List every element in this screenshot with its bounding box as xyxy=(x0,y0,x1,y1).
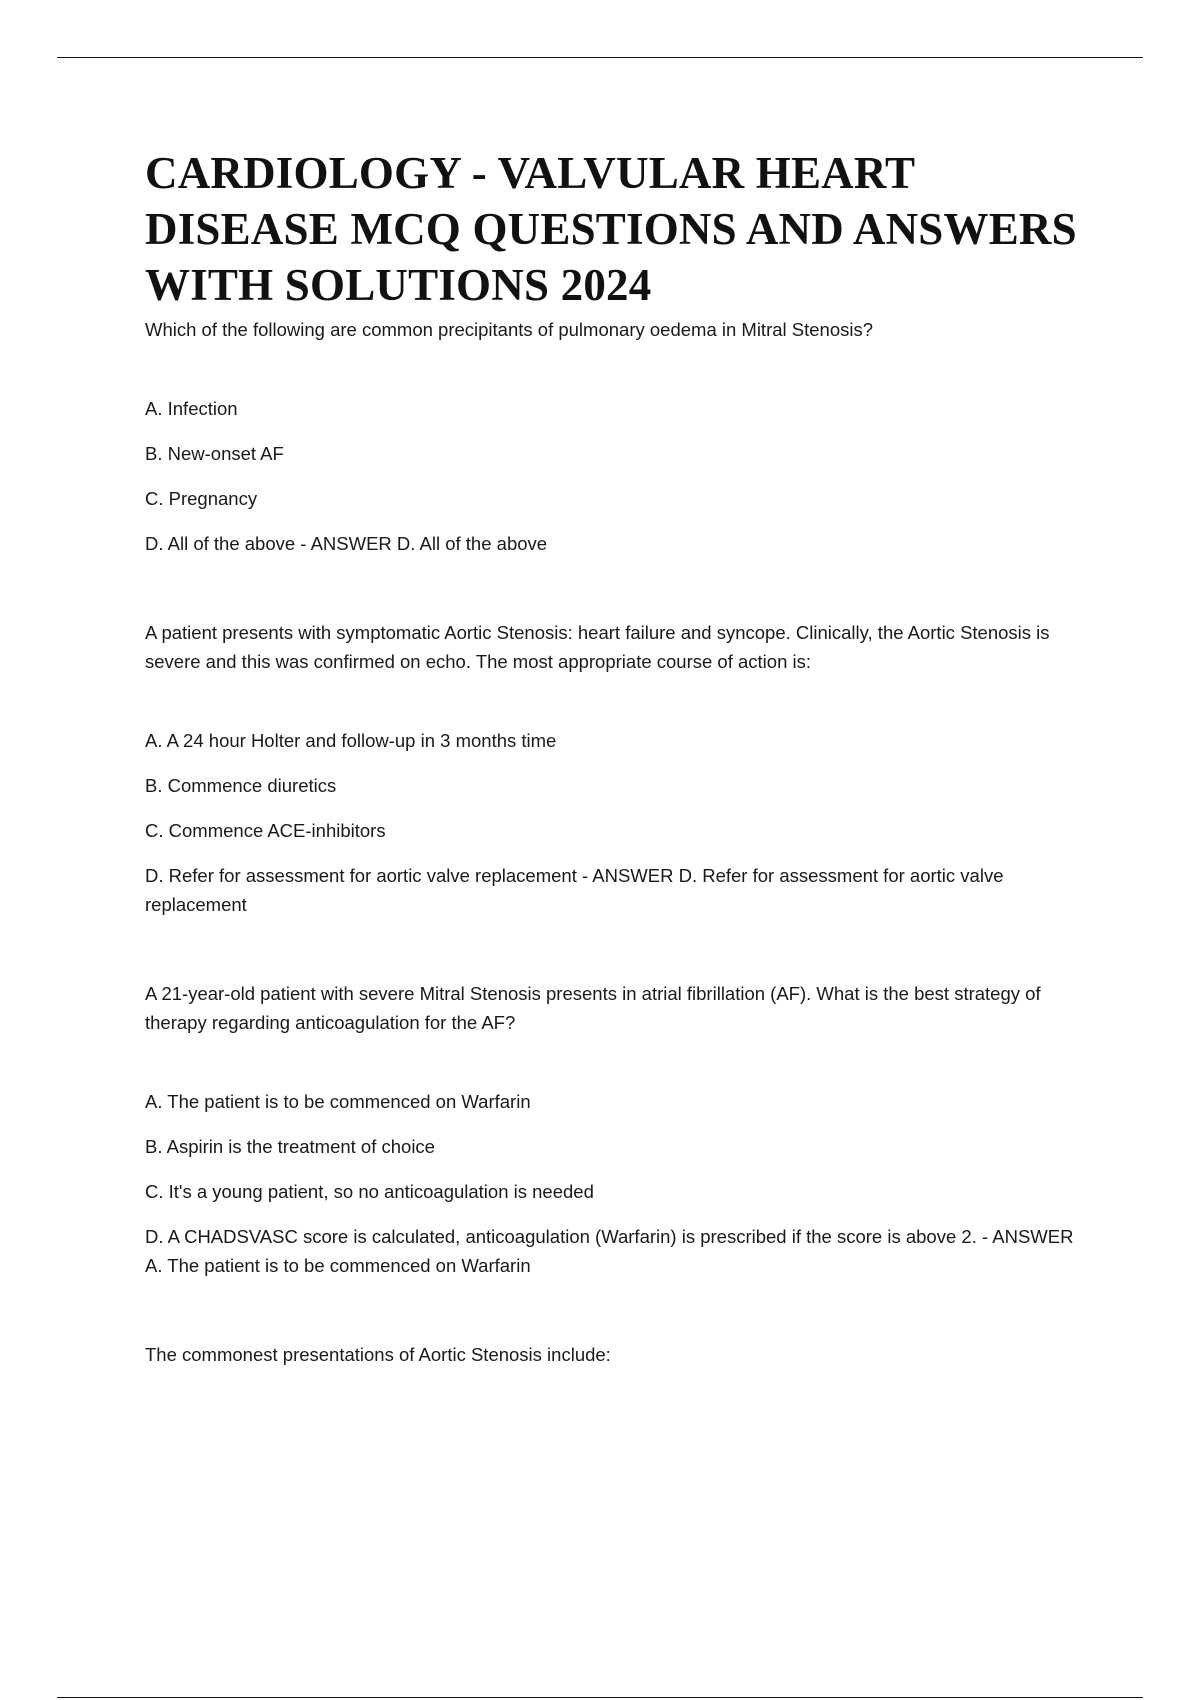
option-a: A. A 24 hour Holter and follow-up in 3 months time xyxy=(145,730,557,751)
bottom-divider xyxy=(57,1697,1143,1698)
question-1 xyxy=(145,315,1085,558)
option-c: C. It's a young patient, so no anticoagulation is needed xyxy=(145,1181,594,1202)
option-a: A. Infection xyxy=(145,398,238,419)
options-list xyxy=(145,726,1085,919)
question-3 xyxy=(145,979,1085,1280)
options-list xyxy=(145,1087,1085,1280)
question-text: Which of the following are common precipitants of pulmonary oedema in Mitral Stenosis? xyxy=(145,319,874,340)
document-body xyxy=(145,145,1085,1369)
question-text: The commonest presentations of Aortic Stenosis include: xyxy=(145,1344,611,1365)
option-b: B. Aspirin is the treatment of choice xyxy=(145,1136,435,1157)
option-d-answer: D. A CHADSVASC score is calculated, anticoagulation (Warfarin) is prescribed if the score is above 2. - ANSWER A. The patient is to be commenced on Warfarin xyxy=(145,1226,1074,1276)
option-a: A. The patient is to be commenced on Warfarin xyxy=(145,1091,531,1112)
options-list xyxy=(145,394,1085,558)
question-text: A 21-year-old patient with severe Mitral Stenosis presents in atrial fibrillation (AF). What is the best strategy of therapy regarding anticoagulation for the AF? xyxy=(145,983,1041,1033)
option-d-answer: D. Refer for assessment for aortic valve replacement - ANSWER D. Refer for assessment for aortic valve replacement xyxy=(145,865,1004,915)
option-b: B. Commence diuretics xyxy=(145,775,337,796)
top-divider xyxy=(57,57,1143,58)
question-2 xyxy=(145,618,1085,919)
option-c: C. Commence ACE-inhibitors xyxy=(145,820,386,841)
question-4 xyxy=(145,1340,1085,1369)
document-title: CARDIOLOGY - VALVULAR HEART DISEASE MCQ QUESTIONS AND ANSWERS WITH SOLUTIONS 2024 xyxy=(145,148,1077,310)
option-d-answer: D. All of the above - ANSWER D. All of the above xyxy=(145,533,548,554)
option-b: B. New-onset AF xyxy=(145,443,284,464)
option-c: C. Pregnancy xyxy=(145,488,258,509)
question-text: A patient presents with symptomatic Aortic Stenosis: heart failure and syncope. Clinically, the Aortic Stenosis is severe and this was confirmed on echo. The most appropriate course of action is: xyxy=(145,622,1050,672)
